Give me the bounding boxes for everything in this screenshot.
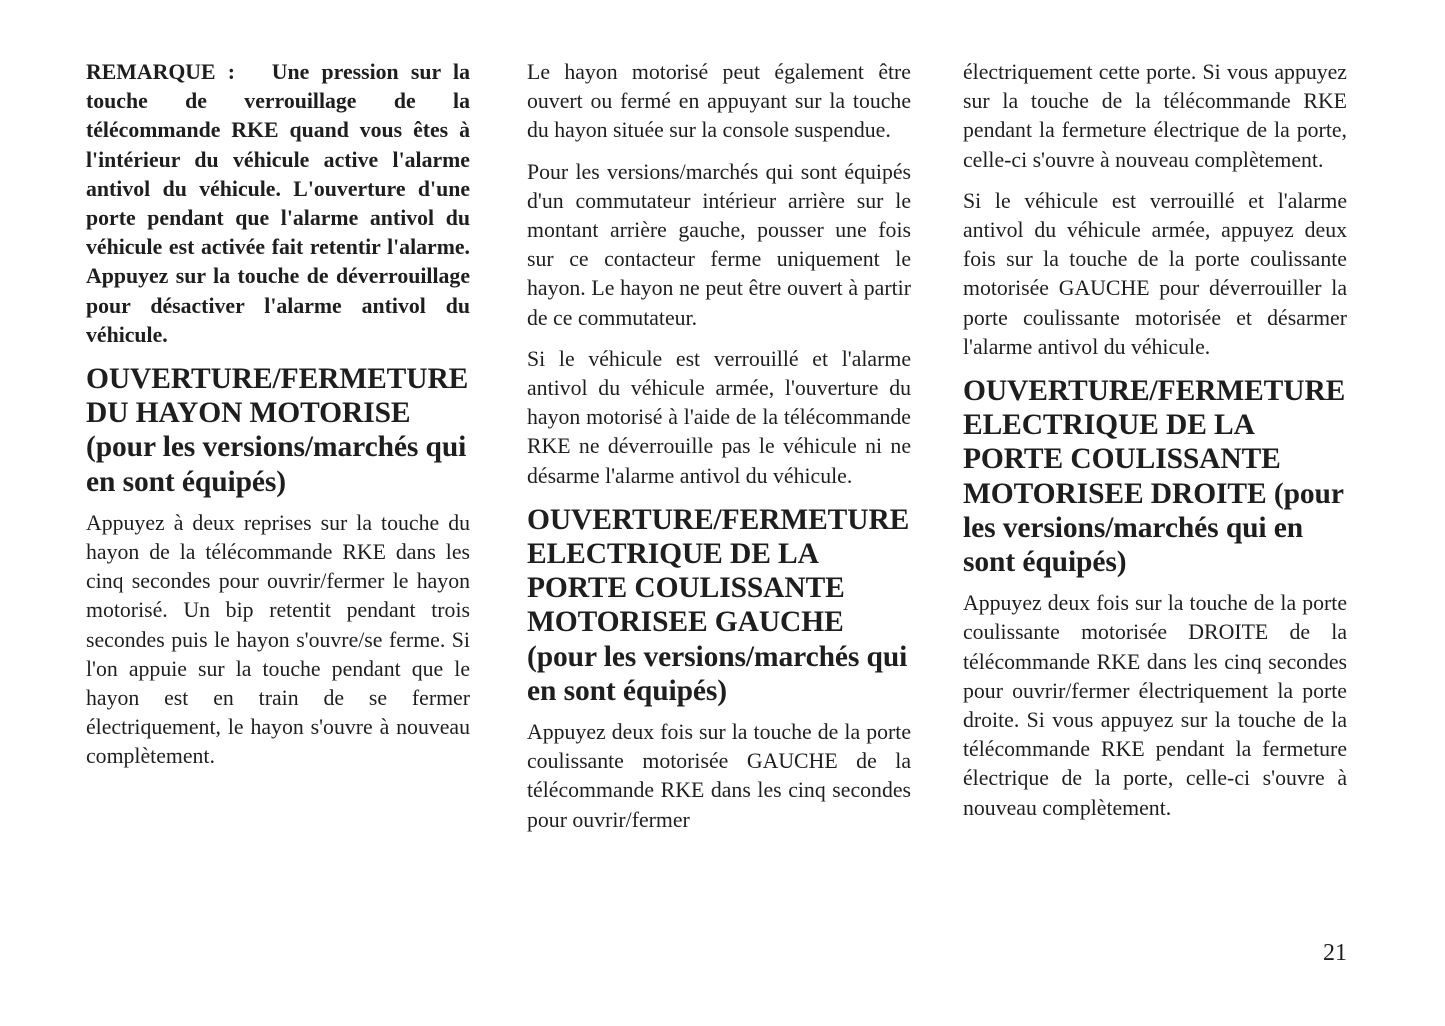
column-3 bbox=[963, 58, 1347, 835]
paragraph: électriquement cette porte. Si vous appuyez sur la touche de la télécommande RKE pendant la fermeture électrique de la porte, celle-ci s'ouvre à nouveau complètement. bbox=[963, 60, 1347, 172]
note-remarque bbox=[86, 58, 470, 350]
paragraph: Appuyez à deux reprises sur la touche du hayon de la télécommande RKE dans les cinq secondes pour ouvrir/fermer le hayon motorisé. Un bip retentit pendant trois secondes puis le hayon s'ouvre/se ferme. Si l'on appuie sur la touche pendant que le hayon est en train de se fermer électriquement, le hayon s'ouvre à nouveau complètement. bbox=[86, 510, 470, 769]
paragraph: Si le véhicule est verrouillé et l'alarme antivol du véhicule armée, appuyez deux fois sur la touche de la porte coulissante motorisée GAUCHE pour déverrouiller la porte coulissante motorisée et désarmer l'alarme antivol du véhicule. bbox=[963, 188, 1347, 359]
section-heading-porte-gauche bbox=[527, 503, 911, 708]
note-label: REMARQUE : bbox=[86, 60, 236, 84]
heading-main: OUVERTURE/FERMETURE ELECTRIQUE DE LA PORTE COULISSANTE MOTORISEE GAUCHE bbox=[527, 503, 910, 639]
heading-sub: (pour les versions/marchés qui en sont équipés) bbox=[86, 431, 467, 498]
paragraph: Pour les versions/marchés qui sont équipés d'un commutateur intérieur arrière sur le montant arrière gauche, pousser une fois sur ce contacteur ferme uniquement le hayon. Le hayon ne peut être ouvert à partir de ce commutateur. bbox=[527, 159, 911, 330]
heading-main: OUVERTURE/FERMETURE ELECTRIQUE DE LA PORTE COULISSANTE MOTORISEE DROITE bbox=[963, 375, 1346, 510]
section-heading-hayon bbox=[86, 362, 470, 499]
section-heading-porte-droite bbox=[963, 374, 1347, 579]
heading-sub: (pour les versions/marchés qui en sont équipés) bbox=[963, 477, 1344, 579]
paragraph: Le hayon motorisé peut également être ouvert ou fermé en appuyant sur la touche du hayon située sur la console suspendue. bbox=[527, 60, 911, 143]
heading-main: OUVERTURE/FERMETURE DU HAYON MOTORISE bbox=[86, 363, 469, 430]
page-number: 21 bbox=[1323, 940, 1347, 966]
paragraph: Si le véhicule est verrouillé et l'alarme antivol du véhicule armée, l'ouverture du hayon motorisé à l'aide de la télécommande RKE ne déverrouille pas le véhicule ni ne désarme l'alarme antivol du véhicule. bbox=[527, 346, 911, 488]
heading-sub: (pour les versions/marchés qui en sont équipés) bbox=[527, 640, 908, 707]
column-1 bbox=[86, 58, 470, 784]
note-text: Une pression sur la touche de verrouillage de la télécommande RKE quand vous êtes à l'intérieur du véhicule active l'alarme antivol du véhicule. L'ouverture d'une porte pendant que l'alarme antivol du véhicule est activée fait retentir l'alarme. Appuyez sur la touche de déverrouillage pour désactiver l'alarme antivol du véhicule. bbox=[86, 60, 470, 347]
paragraph: Appuyez deux fois sur la touche de la porte coulissante motorisée GAUCHE de la télécommande RKE dans les cinq secondes pour ouvrir/fermer bbox=[527, 720, 911, 832]
paragraph: Appuyez deux fois sur la touche de la porte coulissante motorisée DROITE de la télécommande RKE dans les cinq secondes pour ouvrir/fermer électriquement la porte droite. Si vous appuyez sur la touche de la télécommande RKE pendant la fermeture électrique de la porte, celle-ci s'ouvre à nouveau complètement. bbox=[963, 591, 1347, 820]
column-2 bbox=[527, 58, 911, 847]
